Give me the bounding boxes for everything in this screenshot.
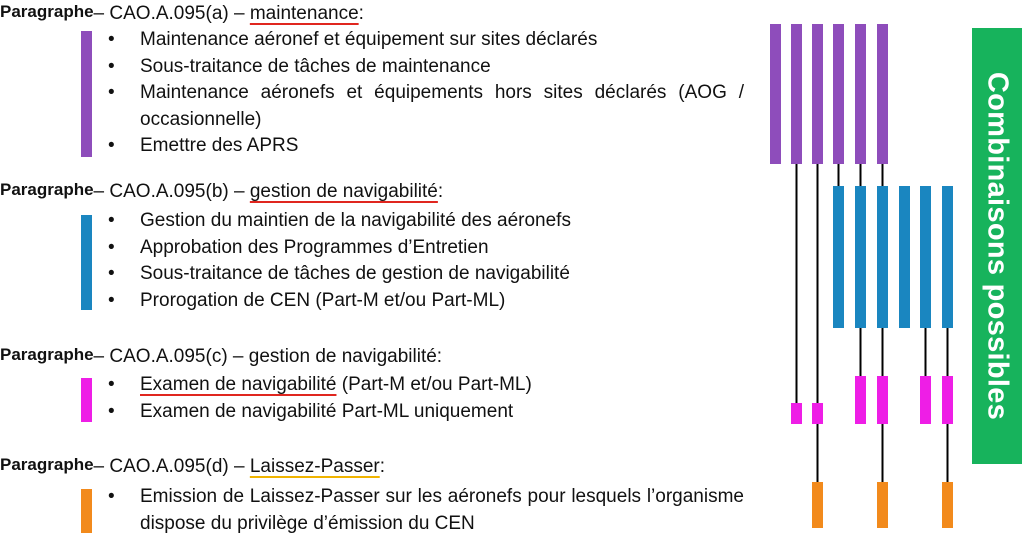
combo-block-d — [812, 482, 823, 528]
paragraph-keyword: Paragraphe — [0, 455, 94, 474]
list-item: • Examen de navigabilité Part-ML uniquement — [108, 399, 532, 426]
list-item: • Sous-traitance de tâches de gestion de navigabilité — [108, 261, 571, 288]
combinations-label-box — [972, 28, 1022, 464]
combo-block-a — [770, 24, 781, 164]
combo-block-b — [920, 186, 931, 328]
list-item: • Approbation des Programmes d’Entretien — [108, 235, 571, 262]
paragraph-a-heading: Paragraphe– CAO.A.095(a) – maintenance: — [0, 2, 364, 24]
paragraph-ref: – CAO.A.095(c) – gestion de navigabilité: — [93, 346, 443, 367]
combo-block-b — [833, 186, 844, 328]
combo-block-b — [877, 186, 888, 328]
list-item: • Sous-traitance de tâches de maintenance — [108, 54, 744, 81]
combo-block-a — [877, 24, 888, 164]
combo-block-a — [812, 24, 823, 164]
paragraph-ref: – CAO.A.095(b) – — [93, 181, 250, 202]
paragraph-topic: gestion de navigabilité — [249, 181, 438, 202]
list-item: • Emettre des APRS — [108, 133, 744, 160]
paragraph-topic: Laissez-Passer — [249, 456, 380, 477]
paragraph-topic: maintenance — [249, 3, 359, 24]
list-item: • Maintenance aéronef et équipement sur sites déclarés — [108, 27, 744, 54]
underlined-term: Examen de navigabilité — [140, 374, 337, 395]
combo-block-c — [877, 376, 888, 424]
combo-block-c — [942, 376, 953, 424]
paragraph-keyword: Paragraphe — [0, 345, 94, 364]
combo-block-b — [899, 186, 910, 328]
paragraph-keyword: Paragraphe — [0, 180, 94, 199]
paragraph-d-heading: Paragraphe– CAO.A.095(d) – Laissez-Passer: — [0, 455, 386, 477]
list-item: • Gestion du maintien de la navigabilité des aéronefs — [108, 208, 571, 235]
paragraph-ref: – CAO.A.095(a) – — [93, 3, 250, 24]
combo-block-d — [877, 482, 888, 528]
paragraph-keyword: Paragraphe — [0, 2, 94, 21]
list-item: • Examen de navigabilité (Part-M et/ou Part-ML) — [108, 372, 532, 399]
combo-block-c — [855, 376, 866, 424]
list-item: • Emission de Laissez-Passer sur les aéronefs pour lesquels l’organisme dispose du privilège d’émission du CEN — [108, 484, 744, 537]
combo-block-c-partml — [791, 403, 802, 424]
paragraph-b-heading: Paragraphe– CAO.A.095(b) – gestion de navigabilité: — [0, 180, 444, 202]
combo-block-c — [920, 376, 931, 424]
combo-block-a — [855, 24, 866, 164]
combo-block-a — [833, 24, 844, 164]
list-item: • Maintenance aéronefs et équipements hors sites déclarés (AOG / occasionnelle) — [108, 80, 744, 133]
combo-block-d — [942, 482, 953, 528]
combinations-label: Combinaisons possibles — [981, 71, 1014, 421]
combo-block-a — [791, 24, 802, 164]
paragraph-ref: – CAO.A.095(d) – — [93, 456, 250, 477]
combo-block-b — [942, 186, 953, 328]
combo-block-b — [855, 186, 866, 328]
combo-block-c-partml — [812, 403, 823, 424]
list-item: • Prorogation de CEN (Part-M et/ou Part-ML) — [108, 288, 571, 315]
